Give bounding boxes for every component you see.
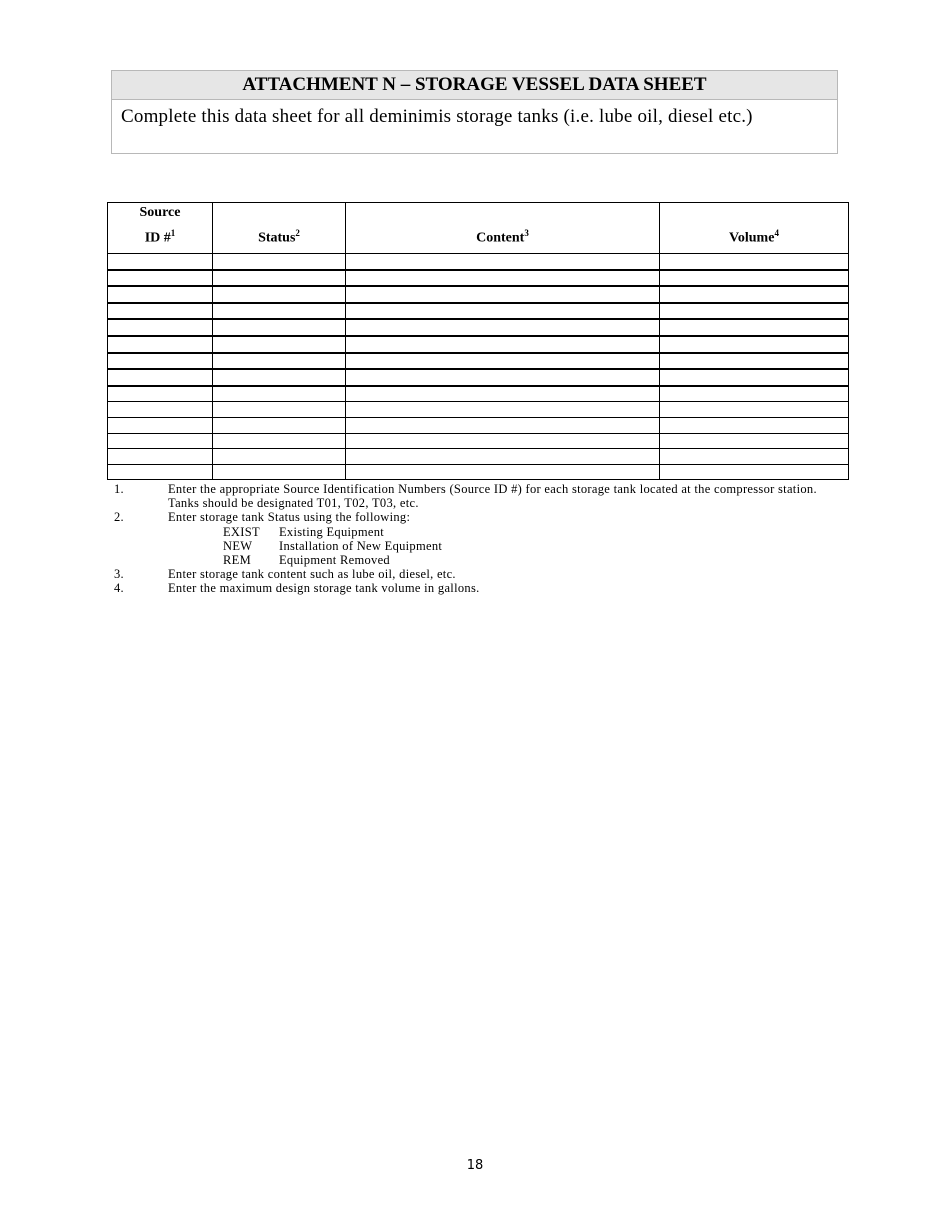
cell-content[interactable]: [346, 270, 660, 287]
cell-volume[interactable]: [660, 449, 849, 465]
header-status: [213, 203, 346, 254]
footnote-text: Enter storage tank Status using the following:: [168, 510, 411, 525]
cell-volume[interactable]: [660, 353, 849, 370]
status-desc: Installation of New Equipment: [279, 538, 443, 553]
header-source-id: [108, 203, 213, 254]
cell-content[interactable]: [346, 386, 660, 402]
cell-content[interactable]: [346, 286, 660, 303]
table-row: [108, 369, 849, 386]
table-row: [108, 386, 849, 402]
table-body: [108, 254, 849, 480]
status-code-new: [114, 539, 817, 553]
cell-source-id[interactable]: [108, 336, 213, 353]
table-row: [108, 433, 849, 449]
footnote-text: Tanks should be designated T01, T02, T03, etc.: [168, 496, 419, 511]
cell-content[interactable]: [346, 402, 660, 418]
cell-status[interactable]: [213, 270, 346, 287]
footnote-ref: 3: [524, 228, 529, 239]
instructions: Complete this data sheet for all deminimis storage tanks (i.e. lube oil, diesel etc.): [121, 106, 753, 127]
cell-status[interactable]: [213, 386, 346, 402]
status-desc: Equipment Removed: [279, 553, 390, 568]
status-code-exist: [114, 525, 817, 539]
cell-content[interactable]: [346, 319, 660, 336]
table-row: [108, 417, 849, 433]
status-code-rem: [114, 553, 817, 567]
footnote-text: Enter the maximum design storage tank volume in gallons.: [168, 581, 480, 596]
cell-source-id[interactable]: [108, 386, 213, 402]
page-title: ATTACHMENT N – STORAGE VESSEL DATA SHEET: [112, 71, 837, 100]
table-row: [108, 303, 849, 320]
table-row: [108, 286, 849, 303]
cell-volume[interactable]: [660, 417, 849, 433]
cell-content[interactable]: [346, 254, 660, 270]
cell-volume[interactable]: [660, 286, 849, 303]
cell-status[interactable]: [213, 319, 346, 336]
footnote-number: 1.: [114, 482, 124, 496]
table-row: [108, 319, 849, 336]
cell-volume[interactable]: [660, 303, 849, 320]
footnote-number: 3.: [114, 567, 124, 582]
table-row: [108, 464, 849, 480]
footnote-ref: 1: [170, 228, 176, 239]
cell-content[interactable]: [346, 449, 660, 465]
header-volume: [660, 203, 849, 254]
cell-status[interactable]: [213, 417, 346, 433]
cell-source-id[interactable]: [108, 254, 213, 270]
footnote-ref: 2: [295, 228, 300, 239]
footnote-ref: 4: [774, 228, 779, 239]
cell-content[interactable]: [346, 353, 660, 370]
cell-source-id[interactable]: [108, 353, 213, 370]
cell-status[interactable]: [213, 464, 346, 480]
cell-volume[interactable]: [660, 464, 849, 480]
cell-content[interactable]: [346, 433, 660, 449]
footnote-2: [114, 510, 817, 524]
cell-content[interactable]: [346, 369, 660, 386]
cell-content[interactable]: [346, 336, 660, 353]
page-number: 18: [466, 1158, 484, 1173]
cell-volume[interactable]: [660, 433, 849, 449]
footnote-3: [114, 567, 817, 581]
footnote-number: 4.: [114, 581, 124, 596]
cell-source-id[interactable]: [108, 464, 213, 480]
status-desc: Existing Equipment: [279, 524, 385, 539]
footnote-4: [114, 581, 817, 595]
cell-source-id[interactable]: [108, 402, 213, 418]
footnote-1: [114, 482, 817, 496]
status-code: REM: [223, 553, 251, 568]
cell-source-id[interactable]: [108, 286, 213, 303]
cell-source-id[interactable]: [108, 319, 213, 336]
header-label: Content: [476, 231, 525, 246]
header-row: [108, 203, 849, 254]
table-row: [108, 402, 849, 418]
cell-status[interactable]: [213, 433, 346, 449]
status-code: NEW: [223, 538, 253, 553]
status-code: EXIST: [223, 524, 260, 539]
cell-status[interactable]: [213, 336, 346, 353]
header-label: ID #: [144, 231, 171, 246]
cell-status[interactable]: [213, 254, 346, 270]
cell-content[interactable]: [346, 417, 660, 433]
title-box: [111, 70, 838, 154]
cell-status[interactable]: [213, 353, 346, 370]
table-row: [108, 353, 849, 370]
table-row: [108, 336, 849, 353]
storage-vessel-table: [107, 202, 849, 480]
footnote-text: Enter the appropriate Source Identification Numbers (Source ID #) for each storage tank located at the compressor station.: [168, 482, 817, 496]
cell-volume[interactable]: [660, 336, 849, 353]
table-row: [108, 254, 849, 270]
footnote-text: Enter storage tank content such as lube oil, diesel, etc.: [168, 567, 456, 582]
cell-status[interactable]: [213, 402, 346, 418]
footnotes: [114, 482, 817, 596]
table-row: [108, 270, 849, 287]
cell-volume[interactable]: [660, 386, 849, 402]
footnote-1-cont: [114, 496, 817, 510]
cell-volume[interactable]: [660, 319, 849, 336]
cell-volume[interactable]: [660, 369, 849, 386]
cell-source-id[interactable]: [108, 433, 213, 449]
cell-source-id[interactable]: [108, 303, 213, 320]
cell-volume[interactable]: [660, 402, 849, 418]
cell-content[interactable]: [346, 303, 660, 320]
cell-source-id[interactable]: [108, 449, 213, 465]
cell-status[interactable]: [213, 286, 346, 303]
header-label: Status: [258, 231, 296, 246]
cell-status[interactable]: [213, 303, 346, 320]
cell-source-id[interactable]: [108, 369, 213, 386]
header-label: Volume: [729, 231, 775, 246]
cell-status[interactable]: [213, 369, 346, 386]
cell-volume[interactable]: [660, 270, 849, 287]
cell-content[interactable]: [346, 464, 660, 480]
table-row: [108, 449, 849, 465]
header-line1: Source: [139, 205, 181, 221]
header-content: [346, 203, 660, 254]
cell-source-id[interactable]: [108, 417, 213, 433]
cell-source-id[interactable]: [108, 270, 213, 287]
footnote-number: 2.: [114, 510, 124, 525]
cell-volume[interactable]: [660, 254, 849, 270]
cell-status[interactable]: [213, 449, 346, 465]
